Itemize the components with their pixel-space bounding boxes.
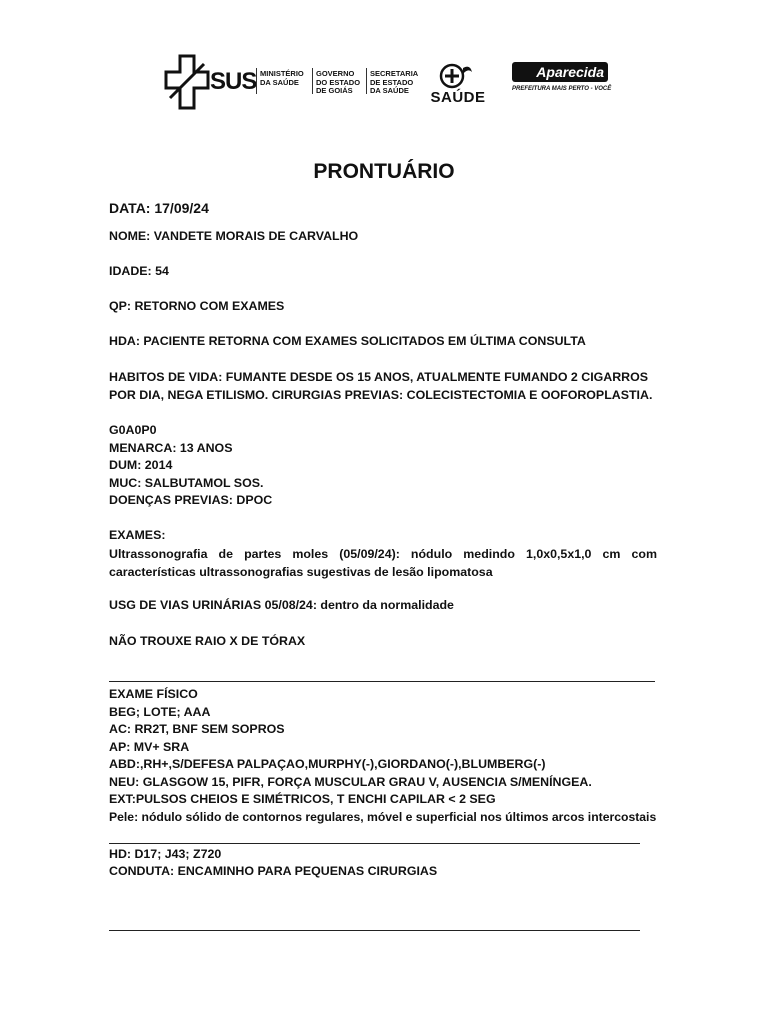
logo-divider	[366, 68, 367, 94]
physical-exam-block	[109, 686, 657, 826]
physical-exam-cardiac: AC: RR2T, BNF SEM SOPROS	[109, 722, 285, 736]
diagnosis-hypothesis: HD: D17; J43; Z720	[109, 847, 222, 861]
xray-note: NÃO TROUXE RAIO X DE TÓRAX	[109, 634, 306, 648]
continuous-medication: MUC: SALBUTAMOL SOS.	[109, 475, 264, 490]
exam-ultrasound-soft-tissue: Ultrassonografia de partes moles (05/09/24): nódulo medindo 1,0x0,5x1,0 cm com características ultrassonografias sugestivas de lesão lipomatosa	[109, 547, 657, 579]
conduct: CONDUTA: ENCAMINHO PARA PEQUENAS CIRURGIAS	[109, 864, 438, 878]
history-block	[109, 422, 657, 510]
logo-divider	[312, 68, 313, 94]
saude-emblem-icon	[422, 62, 494, 92]
physical-exam-abdomen: ABD:,RH+,S/DEFESA PALPAÇAO,MURPHY(-),GIORDANO(-),BLUMBERG(-)	[109, 757, 546, 771]
previous-diseases: DOENÇAS PREVIAS: DPOC	[109, 493, 273, 507]
logo-divider	[256, 68, 257, 94]
patient-name: NOME: VANDETE MORAIS DE CARVALHO	[109, 229, 359, 243]
exams-heading: EXAMES:	[109, 528, 166, 542]
life-habits: HABITOS DE VIDA: FUMANTE DESDE OS 15 ANOS, ATUALMENTE FUMANDO 2 CIGARROS POR DIA, NEGA ETILISMO. CIRURGIAS PREVIAS: COLECISTECTOMIA E OOFOROPLASTIA.	[109, 370, 653, 402]
physical-exam-neuro: NEU: GLASGOW 15, PIFR, FORÇA MUSCULAR GRAU V, AUSENCIA S/MENÍNGEA.	[109, 774, 592, 789]
menarche: MENARCA: 13 ANOS	[109, 440, 233, 455]
governo-logo-text: GOVERNO DO ESTADO DE GOIÁS	[316, 69, 361, 95]
page-title: PRONTUÁRIO	[313, 160, 455, 183]
date-field: DATA: 17/09/24	[109, 200, 209, 216]
hda-field: HDA: PACIENTE RETORNA COM EXAMES SOLICITADOS EM ÚLTIMA CONSULTA	[109, 334, 586, 348]
physical-exam-skin: Pele: nódulo sólido de contornos regulares, móvel e superficial nos últimos arcos intercostais	[109, 809, 657, 824]
last-menstruation: DUM: 2014	[109, 458, 173, 472]
header-logos	[160, 52, 620, 112]
signature-line	[109, 930, 640, 931]
sus-logo-text: SUS	[210, 68, 257, 95]
aparecida-logo	[512, 62, 612, 96]
obstetric-history: G0A0P0	[109, 423, 157, 437]
aparecida-slogan: PREFEITURA MAIS PERTO - VOCÊ	[512, 86, 612, 92]
sus-cross-logo-icon	[164, 54, 210, 110]
chief-complaint: QP: RETORNO COM EXAMES	[109, 299, 285, 313]
exam-urinary-ultrasound: USG DE VIAS URINÁRIAS 05/08/24: dentro da normalidade	[109, 598, 454, 612]
divider-line	[109, 681, 655, 682]
saude-logo-text: SAÚDE	[430, 89, 486, 106]
physical-exam-heading: EXAME FÍSICO	[109, 687, 198, 701]
divider-line	[109, 843, 640, 844]
physical-exam-general: BEG; LOTE; AAA	[109, 704, 211, 719]
secretaria-logo-text: SECRETARIA DE ESTADO DA SAÚDE	[370, 69, 419, 95]
physical-exam-extremities: EXT:PULSOS CHEIOS E SIMÉTRICOS, T ENCHI CAPILAR < 2 SEG	[109, 792, 496, 806]
saude-logo	[422, 62, 494, 108]
physical-exam-pulmonary: AP: MV+ SRA	[109, 739, 190, 754]
aparecida-badge: Aparecida	[512, 62, 608, 82]
patient-age: IDADE: 54	[109, 264, 169, 278]
ministerio-logo-text: MINISTÉRIO DA SAÚDE	[260, 69, 304, 87]
